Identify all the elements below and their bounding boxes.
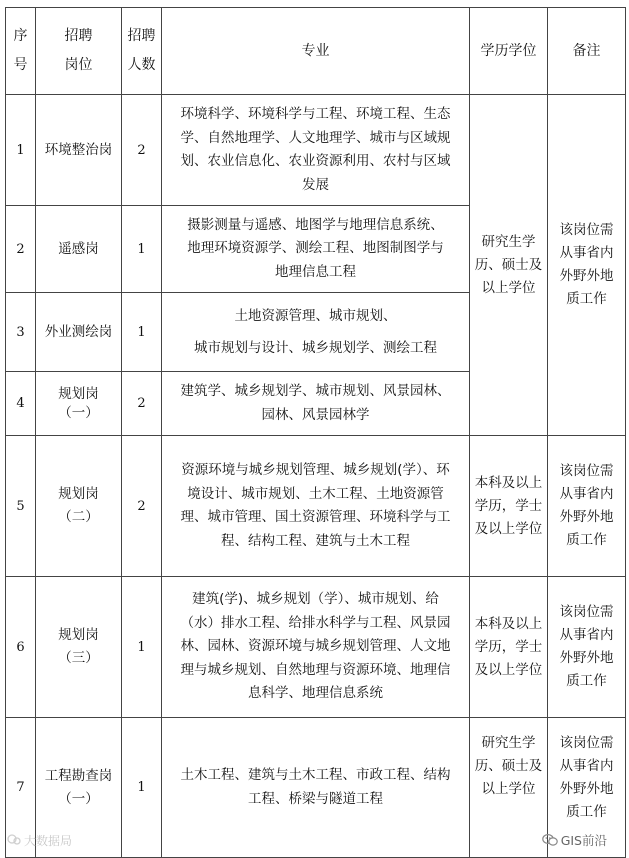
watermark-logo-icon (7, 834, 21, 849)
row-count: 2 (122, 95, 162, 206)
row-major: 土地资源管理、城市规划、 城市规划与设计、城乡规划学、测绘工程 (162, 293, 470, 372)
table-row (6, 577, 626, 718)
header-remark: 备注 (548, 8, 626, 95)
watermark-left: 大数据局 (7, 832, 72, 849)
watermark-right: GIS前沿 (542, 831, 607, 849)
row-position: 环境整治岗 (36, 95, 122, 206)
row-position: 规划岗 （二） (36, 436, 122, 577)
row-major: 环境科学、环境科学与工程、环境工程、生态 学、自然地理学、人文地理学、城市与区域规 划、农业信息化、农业资源利用、农村与区域 发展 (162, 95, 470, 206)
row-degree: 本科及以上 学历，学士 及以上学位 (470, 577, 548, 718)
row-position: 工程勘查岗 （一） (36, 718, 122, 858)
table-row (6, 718, 626, 858)
row-position: 规划岗 （三） (36, 577, 122, 718)
row-count: 2 (122, 436, 162, 577)
row-no: 5 (6, 436, 36, 577)
row-count: 2 (122, 372, 162, 436)
header-major: 专业 (162, 8, 470, 95)
row-major: 摄影测量与遥感、地图学与地理信息系统、 地理环境资源学、测绘工程、地图制图学与 地理信息工程 (162, 206, 470, 293)
header-no: 序 号 (6, 8, 36, 95)
header-count: 招聘 人数 (122, 8, 162, 95)
header-degree: 学历学位 (470, 8, 548, 95)
row-major: 资源环境与城乡规划管理、城乡规划(学）、环 境设计、城市规划、土木工程、土地资源管 理、城市管理、国土资源管理、环境科学与工 程、结构工程、建筑与土木工程 (162, 436, 470, 577)
row-count: 1 (122, 718, 162, 858)
row-major: 建筑学、城乡规划学、城市规划、风景园林、 园林、风景园林学 (162, 372, 470, 436)
row-no: 1 (6, 95, 36, 206)
row-no: 6 (6, 577, 36, 718)
row-major: 建筑(学)、城乡规划（学）、城市规划、给 （水）排水工程、给排水科学与工程、风景园 林、园林、资源环境与城乡规划管理、人文地 理与城乡规划、自然地理与资源环境、地理信 息科学、地理信息系统 (162, 577, 470, 718)
row-remark: 该岗位需 从事省内 外野外地 质工作 (548, 436, 626, 577)
table-row (6, 95, 626, 206)
table-row (6, 436, 626, 577)
row-position: 规划岗 （一） (36, 372, 122, 436)
row-no: 4 (6, 372, 36, 436)
row-position: 外业测绘岗 (36, 293, 122, 372)
recruitment-table (5, 7, 626, 858)
merged-degree-cell: 研究生学 历、硕士及 以上学位 (470, 95, 548, 436)
header-position: 招聘 岗位 (36, 8, 122, 95)
row-remark: 该岗位需 从事省内 外野外地 质工作 (548, 718, 626, 858)
row-position: 遥感岗 (36, 206, 122, 293)
row-no: 2 (6, 206, 36, 293)
row-count: 1 (122, 577, 162, 718)
row-major: 土木工程、建筑与土木工程、市政工程、结构 工程、桥梁与隧道工程 (162, 718, 470, 858)
merged-remark-cell: 该岗位需 从事省内 外野外地 质工作 (548, 95, 626, 436)
row-degree: 本科及以上 学历，学士 及以上学位 (470, 436, 548, 577)
wechat-icon (542, 833, 558, 847)
row-no: 3 (6, 293, 36, 372)
row-remark: 该岗位需 从事省内 外野外地 质工作 (548, 577, 626, 718)
header-row (6, 8, 626, 95)
row-count: 1 (122, 206, 162, 293)
row-degree: 研究生学 历、硕士及 以上学位 (470, 718, 548, 858)
row-count: 1 (122, 293, 162, 372)
row-no: 7 (6, 718, 36, 858)
